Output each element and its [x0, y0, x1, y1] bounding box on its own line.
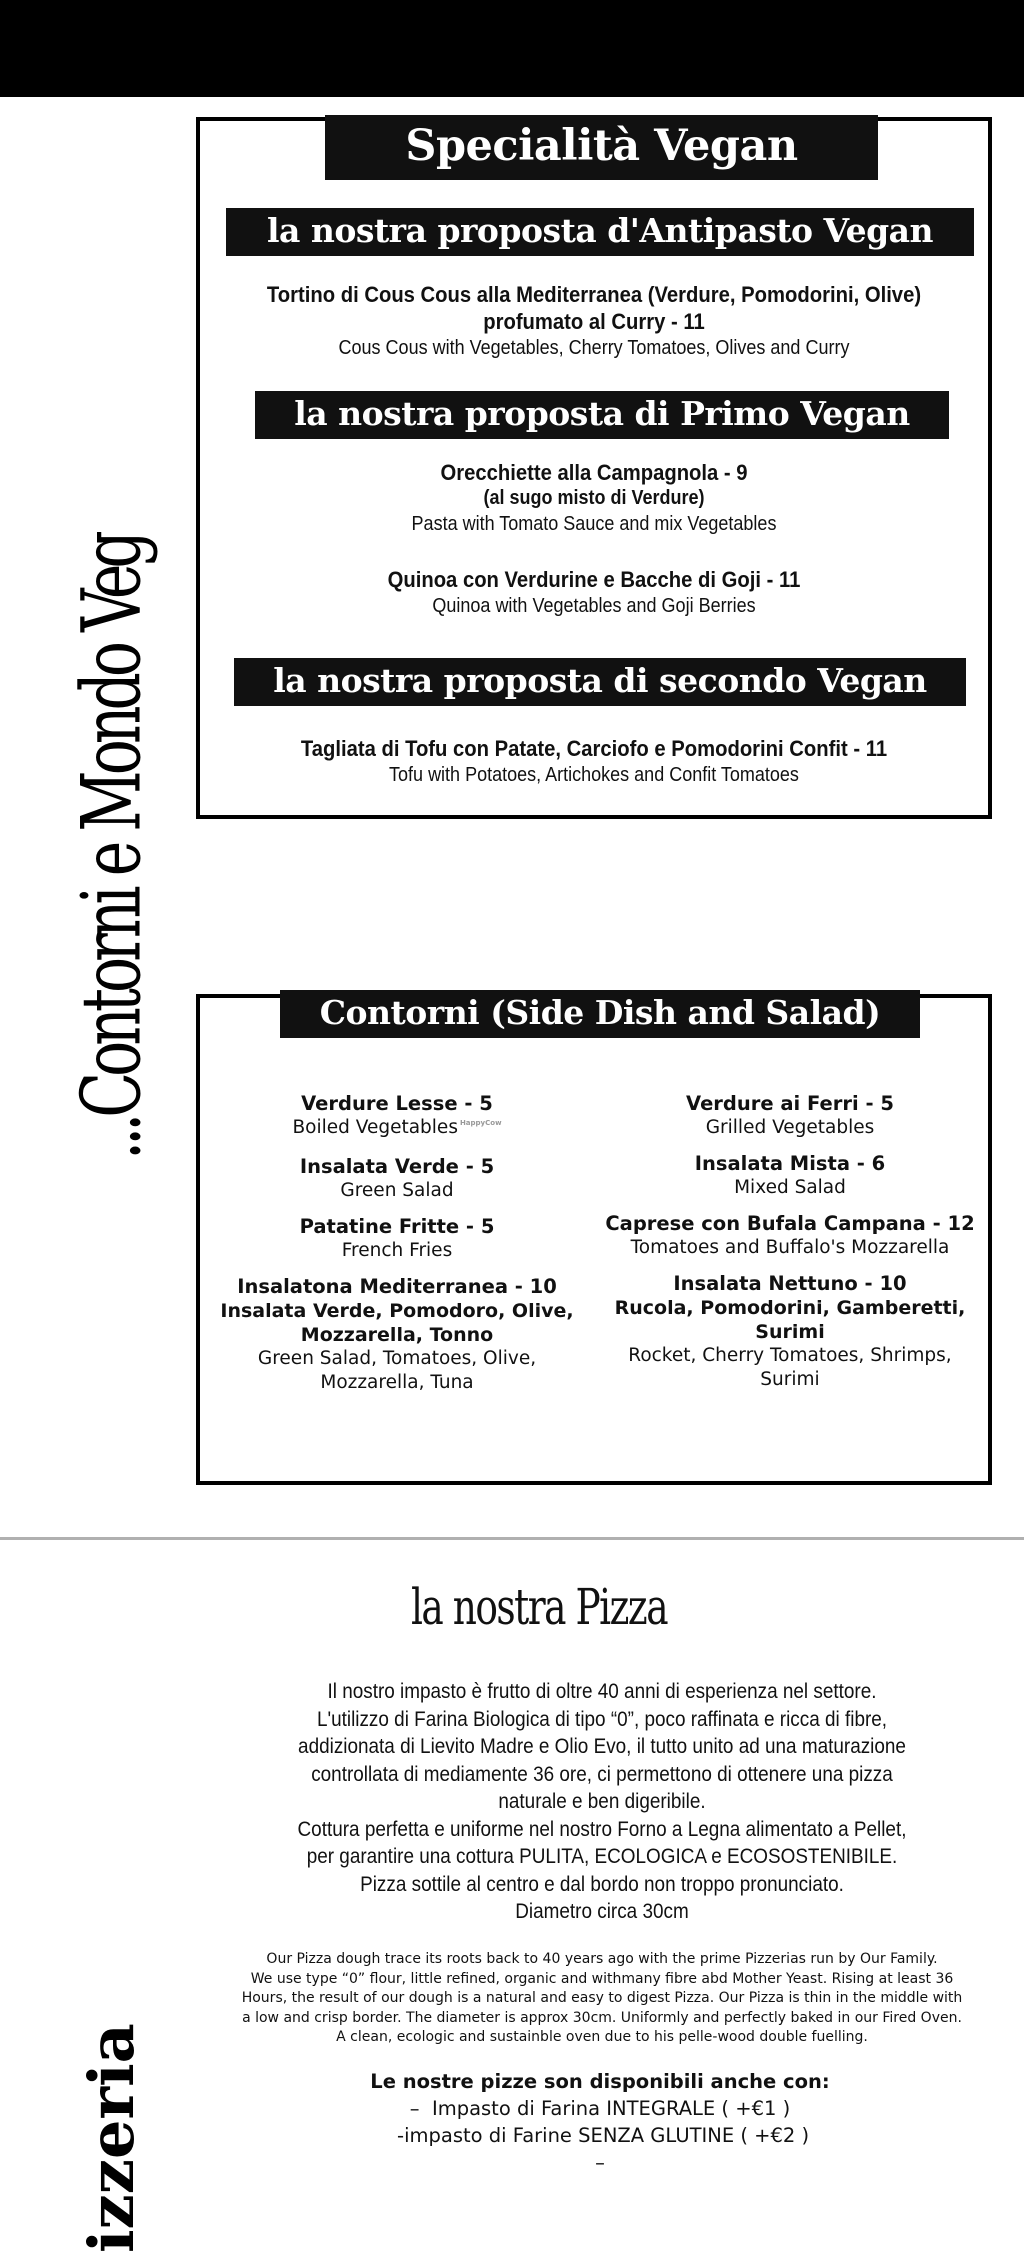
pizza-description-italian: [190, 1678, 1014, 1926]
dish-note: (al sugo misto di Verdure): [483, 487, 705, 509]
dish-english: Quinoa with Vegetables and Goji Berries: [432, 595, 756, 617]
side-dish-nettuno: [593, 1272, 987, 1392]
option-dash: –: [595, 2151, 605, 2174]
contorni-box: [196, 994, 992, 1485]
italian-line: Il nostro impasto è frutto di oltre 40 anni di esperienza nel settore.: [327, 1679, 877, 1703]
side-dish-caprese: [593, 1212, 987, 1260]
option-senza-glutine: -impasto di Farine SENZA GLUTINE ( +€2 ): [390, 2124, 810, 2147]
side-dish-english: Rocket, Cherry Tomatoes, Shrimps,: [628, 1345, 952, 1366]
contorni-title: Contorni (Side Dish and Salad): [280, 990, 920, 1038]
side-dish-english: French Fries: [341, 1240, 453, 1261]
side-dish-name: Insalata Mista - 6: [694, 1152, 886, 1175]
side-dish-english: Tomatoes and Buffalo's Mozzarella: [630, 1237, 950, 1258]
side-dish-name: Insalatona Mediterranea - 10: [237, 1275, 557, 1298]
side-dish-english: Mozzarella, Tuna: [320, 1372, 474, 1393]
italian-line: Cottura perfetta e uniforme nel nostro Forno a Legna alimentato a Pellet,: [297, 1816, 907, 1841]
side-dish-verdure-ferri: [593, 1092, 987, 1140]
dish-name: Tortino di Cous Cous alla Mediterranea (Verdure, Pomodorini, Olive): [266, 282, 922, 307]
option-integrale: – Impasto di Farina INTEGRALE ( +€1 ): [409, 2097, 791, 2120]
side-dish-verdure-lesse: [200, 1092, 594, 1143]
italian-line: Pizza sottile al centro e dal bordo non troppo pronunciato.: [360, 1871, 844, 1896]
dish-name: Tagliata di Tofu con Patate, Carciofo e Pomodorini Confit - 11: [300, 736, 888, 761]
dish-name: Quinoa con Verdurine e Bacche di Goji - 11: [387, 567, 801, 592]
english-line: a low and crisp border. The diameter is approx 30cm. Uniformly and perfectly baked in our Fired Oven.: [242, 2009, 962, 2026]
side-dish-english: Green Salad: [340, 1180, 454, 1201]
side-label-pizzeria: izzeria: [75, 2023, 148, 2253]
side-dish-ingredients: Rucola, Pomodorini, Gamberetti,: [614, 1297, 966, 1319]
dish-orecchiette: [200, 459, 988, 537]
pizza-description-english: [190, 1950, 1014, 2048]
dish-english: Tofu with Potatoes, Artichokes and Confit Tomatoes: [389, 764, 799, 786]
happycow-watermark: HappyCow: [459, 1119, 502, 1127]
italian-line: controllata di mediamente 36 ore, ci permettono di ottenere una pizza: [311, 1761, 893, 1786]
side-dish-patatine: [200, 1215, 594, 1263]
dish-tortino: [200, 281, 988, 361]
pizza-dough-options: [300, 2068, 900, 2176]
side-dish-name: Patatine Fritte - 5: [299, 1215, 495, 1238]
italian-line: L'utilizzo di Farina Biologica di tipo “0”, poco raffinata e ricca di fibre,: [316, 1706, 888, 1731]
dish-english: Cous Cous with Vegetables, Cherry Tomatoes, Olives and Curry: [338, 337, 850, 359]
side-dish-insalata-verde: [200, 1155, 594, 1203]
side-dish-english: Boiled Vegetables $^{HappyCow}$: [292, 1117, 502, 1138]
vegan-title: Specialità Vegan: [325, 115, 878, 180]
dish-english: Pasta with Tomato Sauce and mix Vegetables: [411, 513, 777, 535]
dish-name-cont: profumato al Curry - 11: [483, 309, 705, 334]
side-dish-english: Green Salad, Tomatoes, Olive,: [257, 1348, 537, 1369]
italian-line: naturale e ben digeribile.: [498, 1789, 706, 1813]
side-dish-name: Verdure ai Ferri - 5: [686, 1092, 894, 1115]
side-dish-ingredients: Insalata Verde, Pomodoro, Olive,: [220, 1300, 574, 1322]
side-dish-name: Insalata Nettuno - 10: [673, 1272, 907, 1295]
contorni-right-column: [593, 1092, 987, 1404]
dish-tagliata-tofu: [200, 735, 988, 788]
side-dish-english: Surimi: [760, 1369, 820, 1390]
english-line: We use type “0” flour, little refined, organic and withmany fibre abd Mother Yeast. Rising at least 36: [250, 1970, 954, 1987]
contorni-left-column: [200, 1092, 594, 1407]
side-dish-english: Grilled Vegetables: [705, 1117, 875, 1138]
english-line: A clean, ecologic and sustainble oven due to his pelle-wood double fuelling.: [336, 2029, 868, 2045]
vegan-specialities-box: [196, 117, 992, 819]
dish-quinoa: [200, 566, 988, 619]
side-dish-ingredients: Surimi: [755, 1321, 825, 1343]
dish-name: Orecchiette alla Campagnola - 9: [440, 460, 748, 485]
side-dish-insalatona: [200, 1275, 594, 1395]
top-black-bar: [0, 0, 1024, 97]
italian-line: addizionata di Lievito Madre e Olio Evo, il tutto unito ad una maturazione: [298, 1734, 906, 1758]
side-dish-ingredients: Mozzarella, Tonno: [300, 1324, 494, 1346]
side-dish-name: Caprese con Bufala Campana - 12: [605, 1212, 975, 1235]
side-dish-name: Insalata Verde - 5: [299, 1155, 495, 1178]
page-divider: [0, 1537, 1024, 1540]
secondo-heading: la nostra proposta di secondo Vegan: [234, 658, 966, 706]
side-label-contorni-veg: ...Contorni e Mondo Veg: [65, 535, 160, 1160]
italian-line: per garantire una cottura PULITA, ECOLOGICA e ECOSOSTENIBILE.: [306, 1844, 898, 1868]
english-line: Our Pizza dough trace its roots back to 40 years ago with the prime Pizzerias run by Our Family.: [266, 1951, 938, 1967]
italian-line: Diametro circa 30cm: [515, 1899, 689, 1923]
side-dish-insalata-mista: [593, 1152, 987, 1200]
pizza-title: la nostra Pizza: [410, 1578, 668, 1636]
side-dish-english: Mixed Salad: [734, 1177, 846, 1198]
english-line: Hours, the result of our dough is a natural and easy to digest Pizza. Our Pizza is thin in the middle with: [241, 1990, 963, 2006]
side-dish-name: Verdure Lesse - 5: [301, 1092, 493, 1115]
options-heading: Le nostre pizze son disponibili anche con:: [370, 2070, 830, 2093]
primo-heading: la nostra proposta di Primo Vegan: [255, 391, 949, 439]
antipasto-heading: la nostra proposta d'Antipasto Vegan: [226, 208, 974, 256]
